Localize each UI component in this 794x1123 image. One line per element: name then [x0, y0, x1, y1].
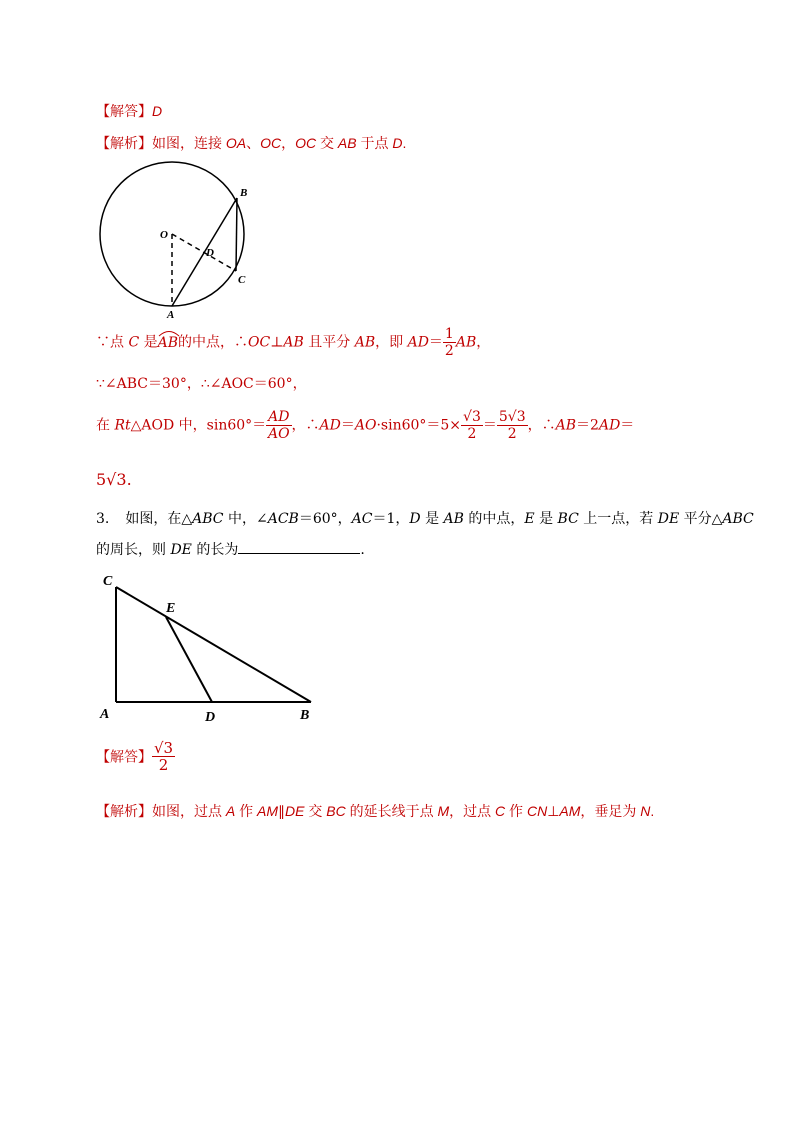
period: . [650, 803, 655, 819]
segment-cb [116, 587, 311, 702]
label-a: A [100, 707, 110, 722]
math-ab: AB [555, 417, 577, 434]
question-text: 的中点， [463, 511, 525, 527]
math-acb: ACB [267, 511, 299, 527]
math-abc: ABC [722, 511, 754, 527]
math-ad: AD [598, 417, 621, 434]
math-oa: OA [225, 135, 247, 151]
question-text: 如图，在△ [125, 511, 193, 527]
question-3-line-1 [96, 508, 754, 528]
solution-line-2: ∵∠ABC＝30°，∴∠AOC＝60°， [96, 376, 307, 392]
solution-text: ∵点 [96, 334, 129, 351]
sep: 、 [246, 135, 261, 151]
solution-text: 在 [96, 417, 115, 434]
question-3-line-2 [96, 539, 365, 559]
equals: ＝2 [576, 417, 599, 434]
analysis-text: 交 [304, 803, 327, 819]
label-c: C [103, 574, 113, 589]
math-e: E [524, 511, 535, 527]
math-triangle: △AOD [130, 417, 175, 434]
analysis-text: 作 [505, 803, 527, 819]
math-de: DE [170, 542, 192, 558]
solution-text: ，∴ [291, 417, 320, 434]
math-ab: AB [283, 334, 304, 351]
question-text: 是 [534, 511, 558, 527]
label-o: O [160, 229, 168, 241]
analysis-text: 如图，过点 [152, 803, 226, 819]
answer-blank[interactable] [238, 541, 360, 554]
label-b: B [300, 708, 310, 723]
analysis-text: 于点 [356, 135, 393, 151]
perp-symbol: ⊥ [547, 803, 560, 819]
solution-text: ·sin60°＝5× [376, 417, 462, 434]
solution-text: ，∴ [527, 417, 556, 434]
math-5sqrt3: 5√3 [96, 470, 127, 489]
arc-label: AB [157, 334, 179, 351]
period: . [360, 542, 365, 558]
math-ac: AC [351, 511, 373, 527]
math-d: D [392, 135, 403, 151]
question-text: 上一点，若 [578, 511, 658, 527]
analysis-text: ，过点 [449, 803, 496, 819]
equals: ＝ [428, 334, 443, 351]
solution-text: 且平分 [303, 334, 355, 351]
frac-den: 2 [507, 426, 517, 442]
math-bc: BC [326, 803, 346, 819]
equals: ＝ [620, 417, 635, 434]
analysis-text: 的延长线于点 [345, 803, 438, 819]
frac-den: AO [268, 426, 290, 442]
math-oc: OC [260, 135, 282, 151]
math-oc: OC [295, 135, 317, 151]
question-text: 平分△ [679, 511, 723, 527]
arc-ab [158, 335, 178, 351]
frac-den: 2 [467, 426, 477, 442]
math-ad: AD [407, 334, 429, 351]
solution-text: ，即 [375, 334, 408, 351]
segment-ab [172, 198, 237, 306]
analysis-tag: 【解析】 [96, 135, 152, 151]
label-d: D [205, 710, 216, 725]
answer-fraction [152, 740, 175, 773]
answer-value: D [152, 103, 163, 119]
math-abc: ABC [192, 511, 224, 527]
label-e: E [166, 601, 176, 616]
frac-den: 2 [444, 343, 454, 359]
analysis-text: 作 [235, 803, 258, 819]
math-ao: AO [354, 417, 377, 434]
math-am: AM [257, 803, 279, 819]
analysis-tag: 【解析】 [96, 803, 152, 819]
fraction-ad-ao [266, 409, 291, 442]
solution-text: 是 [139, 334, 158, 351]
solution-line-3 [96, 409, 634, 442]
question-text: 的周长，则 [96, 542, 171, 558]
math-ab: AB [443, 511, 464, 527]
question-text: 的长为 [191, 542, 239, 558]
circle-figure [96, 160, 266, 320]
math-rt: Rt [114, 417, 131, 434]
sep: ， [281, 135, 296, 151]
analysis-3 [96, 801, 654, 821]
math-c: C [495, 803, 506, 819]
answer-1 [96, 101, 162, 121]
math-cn: CN [526, 803, 548, 819]
fraction-sqrt3-2 [461, 409, 483, 442]
math-de: DE [285, 803, 305, 819]
frac-num: √3 [154, 739, 174, 757]
analysis-text: 如图，连接 [152, 135, 226, 151]
equals: ＝ [340, 417, 355, 434]
arc-mark [158, 329, 180, 337]
label-b: B [240, 187, 248, 199]
analysis-text: 交 [316, 135, 338, 151]
solution-text: 中， [174, 417, 207, 434]
fraction-5sqrt3-2 [497, 409, 528, 442]
question-text: ＝60°， [298, 511, 352, 527]
comma: ， [476, 334, 491, 351]
frac-num: √3 [463, 409, 481, 425]
answer-tag: 【解答】 [96, 103, 152, 119]
math-ab: AB [455, 334, 477, 351]
math-am: AM [559, 803, 581, 819]
frac-num: 5√3 [498, 409, 526, 425]
period: . [402, 135, 407, 151]
analysis-1 [96, 133, 406, 153]
label-c: C [238, 274, 246, 286]
triangle-figure [96, 566, 326, 726]
question-text: 是 [420, 511, 444, 527]
math-ad: AD [319, 417, 341, 434]
segment-bc [236, 198, 237, 271]
question-number: 3. [96, 511, 110, 527]
math-bc: BC [557, 511, 579, 527]
math-sin: sin60°＝ [206, 417, 267, 434]
math-d: D [409, 511, 421, 527]
math-oc: OC [248, 334, 271, 351]
math-n: N [640, 803, 651, 819]
frac-den: 2 [158, 756, 169, 774]
fraction-half [443, 326, 456, 359]
solution-line-1 [96, 326, 490, 359]
answer-tag: 【解答】 [96, 748, 152, 765]
question-text: 中，∠ [223, 511, 268, 527]
parallel-symbol: ∥ [278, 803, 286, 819]
solution-line-4 [96, 470, 132, 489]
perp-symbol: ⊥ [270, 334, 284, 351]
math-a: A [225, 803, 236, 819]
question-text: ＝1， [372, 511, 410, 527]
equals: ＝ [482, 417, 497, 434]
math-ab: AB [354, 334, 376, 351]
math-de: DE [657, 511, 680, 527]
frac-num: 1 [444, 326, 454, 342]
solution-text: 的中点，∴ [178, 334, 249, 351]
label-d: D [206, 247, 214, 259]
label-a: A [167, 309, 175, 320]
analysis-text: ，垂足为 [580, 803, 641, 819]
math-ab: AB [337, 135, 357, 151]
frac-num: AD [268, 409, 290, 425]
math-m: M [437, 803, 450, 819]
period: . [126, 470, 132, 489]
math-c: C [128, 334, 140, 351]
answer-3 [96, 740, 175, 773]
